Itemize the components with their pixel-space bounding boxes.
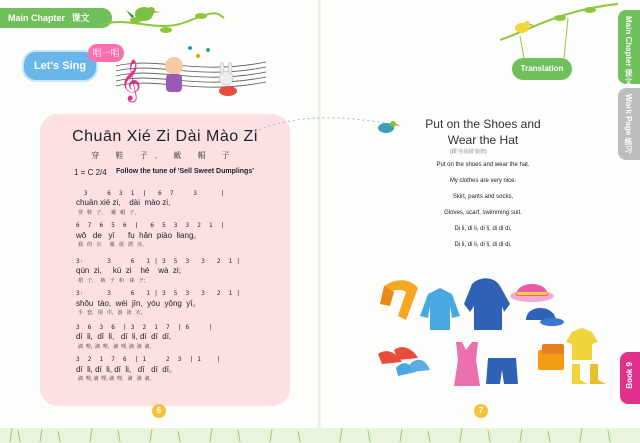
boots-icon	[572, 364, 606, 384]
work-page-tab[interactable]	[618, 88, 640, 160]
book-spine	[318, 0, 322, 443]
main-chapter-label: Main Chapter	[8, 13, 66, 23]
pinyin: dī li, dī li, dī li, dī dī dī。	[76, 365, 177, 374]
cap-icon	[526, 308, 564, 326]
translation-line: Di li, di li, di li, di di di.	[454, 242, 512, 248]
translation-badge	[512, 58, 572, 80]
main-chapter-tab-right[interactable]	[618, 10, 640, 84]
shoes-icon	[378, 347, 418, 364]
page-number-right: 7	[474, 404, 488, 418]
hanzi: 裙 子, 裤 子 和 袜 子;	[78, 278, 145, 284]
song-title: Chuān Xié Zi Dài Mào Zi	[72, 128, 258, 145]
book-tab	[620, 352, 640, 404]
translation-line: Gloves, scarf, swimming suit.	[444, 210, 522, 216]
pinyin: shǒu tào, wéi jīn, yóu yǒng yī。	[76, 299, 201, 308]
translation-label: Translation	[520, 64, 564, 73]
notation: 6 7 6 5 6 | 6 5 3 3 2 1 |	[76, 222, 225, 229]
lets-sing-bubble	[22, 50, 98, 82]
hanzi: 滴 哩, 滴 哩, 滴 哩, 滴 滴 滴。	[78, 376, 155, 382]
lets-sing-label: Let's Sing	[33, 60, 87, 72]
notation: 3 6 3 1 | 6 7 3 |	[76, 190, 225, 197]
song-tune-note: Follow the tune of 'Sell Sweet Dumplings'	[116, 168, 254, 175]
main-chapter-right-label: Main Chapter 课文	[624, 16, 633, 85]
notation: 3· 3 6 1 | 3 5 3 3 2 1 |	[76, 290, 241, 297]
translation-line: Di li, di li, di li, di di di,	[454, 226, 512, 232]
notation: 3 6 3 6 | 3 2 1 7 | 6 |	[76, 324, 213, 331]
shirt-icon	[566, 328, 598, 360]
song-key: 1 = C 2/4	[74, 168, 107, 177]
notation: 3· 3 6 1 | 3 5 3 3 2 1 |	[76, 258, 241, 265]
pinyin: dī li, dī li, dī li, dī dī dī,	[76, 332, 172, 341]
dotted-flight-path	[250, 110, 420, 140]
music-staff-illustration	[116, 36, 266, 106]
work-page-label: Work Page 练习	[624, 94, 633, 154]
pinyin: wǒ de yī fu hǎn piào liang。	[76, 231, 202, 240]
vine-swing-bird-illustration	[500, 0, 618, 60]
translation-subtitle: (跟“卖汤圆”旋律)	[450, 149, 487, 155]
sing-cn-label: 唱一唱	[92, 48, 120, 58]
book-label: Book 9	[625, 362, 634, 389]
grass-border	[0, 414, 640, 443]
hanzi: 穿 鞋 子, 戴 帽 子,	[78, 210, 136, 216]
hooded-coat-icon	[464, 278, 510, 330]
folded-clothes-icon	[538, 344, 564, 370]
translation-line: Put on the shoes and wear the hat.	[436, 162, 530, 168]
scarf-icon	[380, 280, 418, 320]
hat-icon	[510, 284, 554, 302]
translation-line: My clothes are very nice.	[449, 178, 517, 184]
pinyin: qún zi, kù zi hé wà zi;	[76, 266, 181, 275]
song-title-cn: 穿 鞋 子, 戴 帽 子	[91, 151, 237, 160]
main-chapter-label-cn: 课文	[71, 13, 90, 23]
translation-title	[408, 116, 558, 148]
hanzi: 手 套, 围 巾, 游 泳 衣。	[78, 310, 146, 316]
notation: 3 2 1 7 6 | 1 2 3 | 1 |	[76, 356, 221, 363]
jacket-icon	[420, 288, 460, 330]
translation-line: Skirt, pants and socks,	[452, 194, 514, 200]
shorts-icon	[486, 358, 518, 384]
sneakers-icon	[396, 360, 430, 376]
pinyin: chuān xié zi, dài mào zi,	[76, 198, 171, 207]
page-number-left: 6	[152, 404, 166, 418]
translation-title-line2: Wear the Hat	[447, 133, 519, 147]
swimsuit-icon	[454, 342, 480, 386]
clothing-illustrations	[376, 276, 616, 396]
translation-title-line1: Put on the Shoes and	[425, 117, 541, 131]
svg-text:𝄞: 𝄞	[120, 60, 142, 101]
hanzi: 滴 哩, 滴 哩, 滴 哩, 滴 滴 滴,	[78, 344, 151, 350]
hanzi: 我 的 衣 服 很 漂 亮。	[78, 242, 148, 248]
